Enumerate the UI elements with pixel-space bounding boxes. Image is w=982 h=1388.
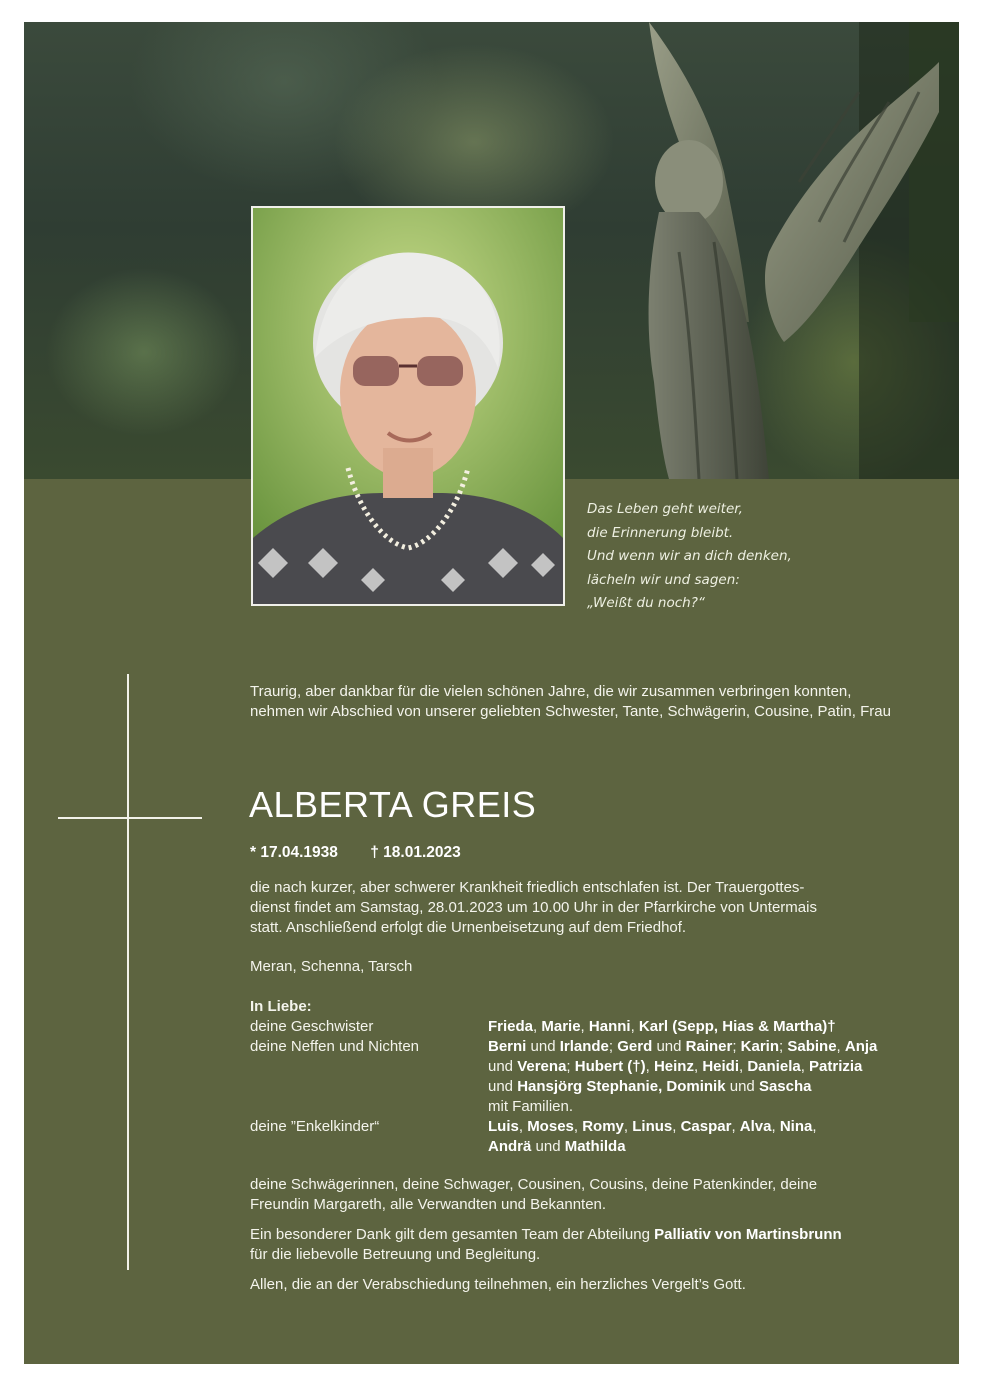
mourners-line: Freundin Margareth, alle Verwandten und Bekannten. bbox=[250, 1196, 607, 1213]
quote-line: „Weißt du noch?“ bbox=[587, 595, 705, 611]
death-notice-text bbox=[250, 878, 930, 938]
in-love-section bbox=[250, 997, 930, 1157]
grandkids-row bbox=[250, 1117, 930, 1157]
nephews-label: deine Neffen und Nichten bbox=[250, 1038, 420, 1055]
thanks-prefix: Ein besonderer Dank gilt dem gesamten Team der Abteilung bbox=[250, 1226, 650, 1243]
birth-date: * 17.04.1938 bbox=[250, 844, 338, 861]
in-love-heading: In Liebe: bbox=[250, 998, 312, 1015]
quote-line: lächeln wir und sagen: bbox=[587, 571, 740, 588]
quote-line: die Erinnerung bleibt. bbox=[587, 524, 734, 541]
notice-line: dienst findet am Samstag, 28.01.2023 um 10.00 Uhr in der Pfarrkirche von Untermais bbox=[250, 899, 817, 916]
siblings-label: deine Geschwister bbox=[250, 1018, 374, 1035]
notice-line: die nach kurzer, aber schwerer Krankheit friedlich entschlafen ist. Der Trauergottes- bbox=[250, 879, 805, 896]
quote-line: Das Leben geht weiter, bbox=[587, 501, 743, 517]
siblings-row bbox=[250, 1017, 930, 1037]
intro-text bbox=[250, 682, 940, 722]
intro-line: Traurig, aber dankbar für die vielen schönen Jahre, die wir zusammen verbringen konnten, bbox=[250, 683, 852, 700]
portrait-photo bbox=[251, 206, 565, 606]
nephews-row bbox=[250, 1037, 930, 1117]
nephews-names: Berni und Irlande; Gerd und Rainer; Karin; Sabine, Anja und Verena; Hubert (†), Heinz, Heidi, Daniela, Patrizia und Hansjörg Stephanie, Dominik und Sascha mit Familien. bbox=[488, 1038, 878, 1115]
intro-line: nehmen wir Abschied von unserer geliebten Schwester, Tante, Schwägerin, Cousine, Patin, Frau bbox=[250, 703, 891, 720]
grandkids-names: Luis, Moses, Romy, Linus, Caspar, Alva, Nina, Andrä und Mathilda bbox=[488, 1118, 817, 1155]
grandkids-label: deine ”Enkelkinder“ bbox=[250, 1118, 380, 1135]
closing-text: Allen, die an der Verabschiedung teilnehmen, ein herzliches Vergelt’s Gott. bbox=[250, 1276, 746, 1293]
siblings-names: Frieda, Marie, Hanni, Karl (Sepp, Hias & Martha)† bbox=[488, 1018, 836, 1035]
quote-line: Und wenn wir an dich denken, bbox=[587, 548, 792, 564]
cross-horizontal-line bbox=[58, 817, 202, 819]
death-date: † 18.01.2023 bbox=[370, 844, 461, 861]
notice-line: statt. Anschließend erfolgt die Urnenbeisetzung auf dem Friedhof. bbox=[250, 919, 687, 936]
mourners-line: deine Schwägerinnen, deine Schwager, Cousinen, Cousins, deine Patenkinder, deine bbox=[250, 1176, 818, 1193]
memorial-quote bbox=[587, 498, 867, 616]
thanks-suffix: für die liebevolle Betreuung und Begleitung. bbox=[250, 1246, 541, 1263]
thanks-department: Palliativ von Martinsbrunn bbox=[654, 1226, 842, 1243]
portrait-image bbox=[253, 208, 563, 604]
life-dates bbox=[250, 844, 489, 862]
cross-vertical-line bbox=[127, 674, 129, 1270]
places-text: Meran, Schenna, Tarsch bbox=[250, 958, 413, 975]
other-mourners-text bbox=[250, 1175, 930, 1215]
thanks-text bbox=[250, 1225, 930, 1265]
deceased-name: ALBERTA GREIS bbox=[249, 784, 537, 825]
angel-statue-image bbox=[619, 22, 959, 479]
